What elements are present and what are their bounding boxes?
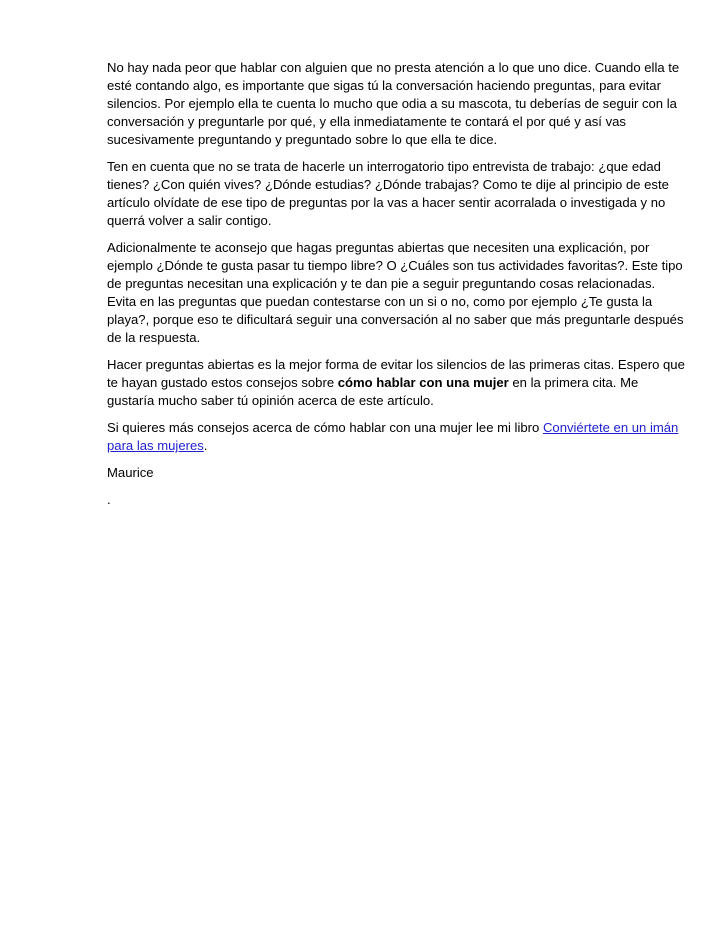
paragraph-conclusion [107, 356, 687, 410]
paragraph-book-promo-text-after: . [203, 438, 208, 453]
trailing-period: . [107, 492, 111, 507]
document-body [107, 59, 687, 518]
paragraph-conclusion-text-after: en la primera cita. Me gustaría mucho saber tú opinión acerca de este artículo. [107, 375, 639, 408]
paragraph-conversation-intro: No hay nada peor que hablar con alguien que no presta atención a lo que uno dice. Cuando ella te esté contando algo, es importante que sigas tú la conversación haciendo preguntas, para evitar silencios. Por ejemplo ella te cuenta lo mucho que odia a su mascota, tu deberías de seguir con la conversación y preguntarle por qué, y ella inmediatamente te contará el por qué y así vas sucesivamente preguntando y preguntado sobre lo que ella te dice. [107, 60, 680, 147]
author-signature: Maurice [107, 465, 154, 480]
paragraph-book-promo [107, 419, 687, 455]
paragraph-conclusion-text-before: Hacer preguntas abiertas es la mejor forma de evitar los silencios de las primeras citas. Espero que te hayan gustado estos consejos sobre [107, 357, 685, 390]
paragraph-open-questions: Adicionalmente te aconsejo que hagas preguntas abiertas que necesiten una explicación, por ejemplo ¿Dónde te gusta pasar tu tiempo libre? O ¿Cuáles son tus actividades favoritas?. Este tipo de preguntas necesitan una explicación y te dan pie a seguir preguntando cosas relacionadas. Evita en las preguntas que puedan contestarse con un si o no, como por ejemplo ¿Te gusta la playa?, porque eso te dificultará seguir una conversación al no saber que más preguntarle después de la respuesta. [107, 240, 684, 345]
paragraph-book-promo-text-before: Si quieres más consejos acerca de cómo hablar con una mujer lee mi libro [107, 420, 543, 435]
keyword-bold: cómo hablar con una mujer [337, 375, 509, 390]
paragraph-no-interrogation: Ten en cuenta que no se trata de hacerle un interrogatorio tipo entrevista de trabajo: ¿que edad tienes? ¿Con quién vives? ¿Dónde estudias? ¿Dónde trabajas? Como te dije al principio de este artículo olvídate de ese tipo de preguntas por la vas a hacer sentir acorralada o investigada y no querrá volver a salir contigo. [107, 159, 669, 228]
book-link[interactable]: Conviértete en un imán para las mujeres [107, 420, 679, 453]
